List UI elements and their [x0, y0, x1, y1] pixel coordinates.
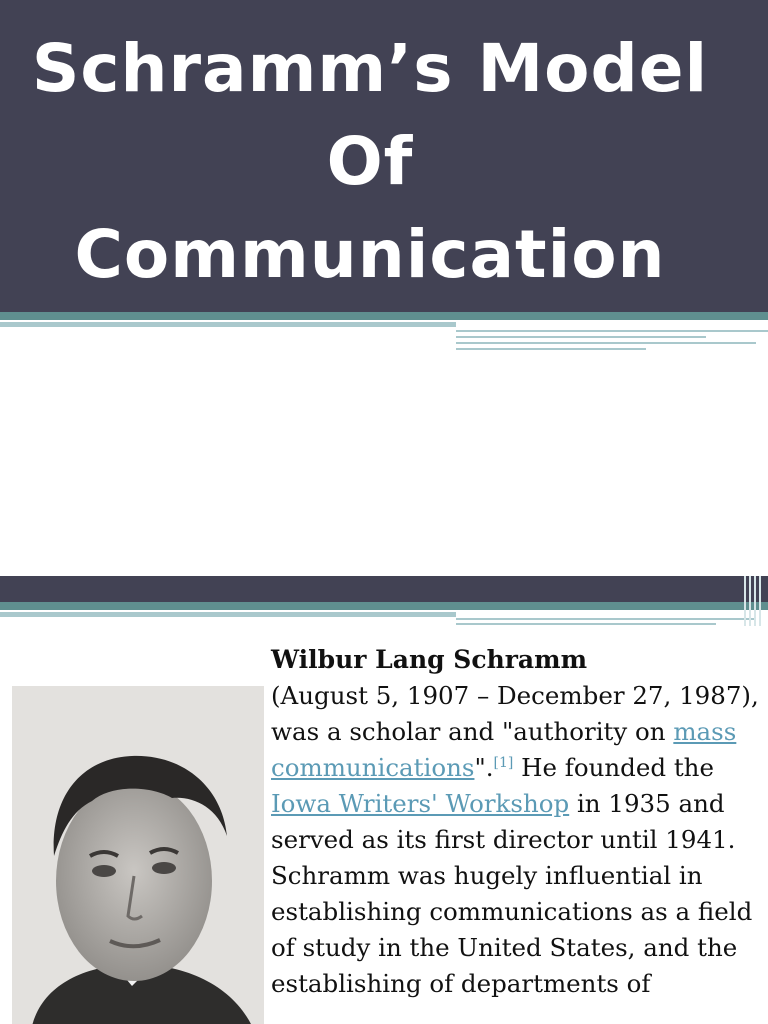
title-line-3: Communication	[74, 216, 666, 293]
bio-line-deco	[456, 623, 716, 625]
bio-stripe	[0, 602, 768, 610]
bio-text	[271, 642, 766, 1002]
iowa-writers-workshop-link[interactable]: Iowa Writers' Workshop	[271, 789, 570, 818]
portrait-image	[12, 686, 264, 1024]
title-band	[0, 0, 768, 312]
bio-dates: (August 5, 1907 – December 27, 1987), was a scholar and "authority on	[271, 681, 759, 746]
bio-stripe-light	[0, 612, 456, 617]
bio-rest: in 1935 and served as its first director until 1941. Schramm was hugely influential in establishing communications as a field of study in the United States, and the establishing of departments of	[271, 789, 753, 998]
title-line-deco	[456, 336, 706, 338]
title-stripe-light	[0, 322, 456, 327]
title-line-deco	[456, 342, 756, 344]
bio-vertical-lines	[744, 576, 764, 626]
bio-slide	[0, 576, 768, 1024]
portrait-photo	[12, 686, 264, 1024]
title-stripe	[0, 312, 768, 320]
title-line-1: Schramm’s Model	[31, 30, 709, 107]
bio-punct: ".	[474, 753, 494, 782]
title-line-2: Of	[326, 123, 414, 200]
mass-communications-link[interactable]: mass communications	[271, 717, 737, 782]
title-line-deco	[456, 348, 646, 350]
slide-title	[20, 22, 720, 301]
reference-1[interactable]: [1]	[493, 754, 514, 771]
bio-line-deco	[456, 618, 756, 620]
title-line-deco	[456, 330, 768, 332]
person-name: Wilbur Lang Schramm	[271, 645, 588, 674]
bio-band	[0, 576, 768, 602]
bio-founded: He founded the	[513, 753, 714, 782]
